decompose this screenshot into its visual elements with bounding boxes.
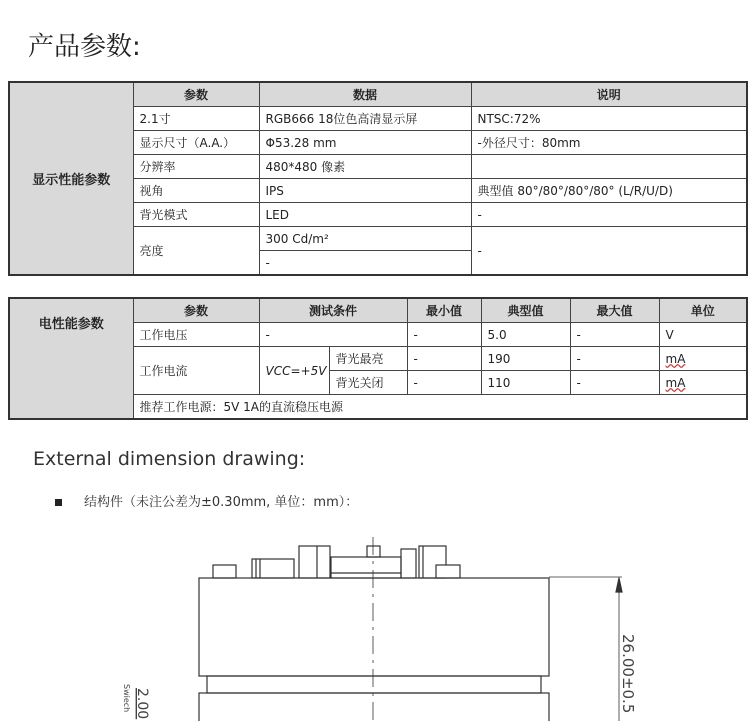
cond-cell: - — [259, 323, 407, 347]
param-cell: 背光模式 — [133, 203, 259, 227]
param-cell: 分辨率 — [133, 155, 259, 179]
header-cell: 典型值 — [481, 298, 570, 323]
data-cell: Φ53.28 mm — [259, 131, 471, 155]
component — [367, 546, 380, 557]
main-body — [199, 578, 549, 676]
max-cell: - — [570, 347, 659, 371]
neck — [207, 676, 541, 693]
param-cell: 2.1寸 — [133, 107, 259, 131]
unit-cell: mA — [659, 371, 747, 395]
component — [331, 557, 401, 578]
header-cell: 最大值 — [570, 298, 659, 323]
param-cell: 亮度 — [133, 227, 259, 276]
header-cell: 测试条件 — [259, 298, 407, 323]
bullet-text: 结构件（未注公差为±0.30mm, 单位：mm）： — [84, 495, 359, 510]
note-cell: - — [471, 203, 747, 227]
header-cell: 参数 — [133, 298, 259, 323]
param-cell: 工作电压 — [133, 323, 259, 347]
data-cell: - — [259, 251, 471, 276]
page-title: 产品参数: — [28, 32, 141, 62]
param-cell: 工作电流 — [133, 347, 259, 395]
subcond-cell: 背光最亮 — [329, 347, 407, 371]
data-cell: LED — [259, 203, 471, 227]
data-cell: IPS — [259, 179, 471, 203]
group-label: 电性能参数 — [9, 298, 133, 419]
header-cell: 单位 — [659, 298, 747, 323]
data-cell: 480*480 像素 — [259, 155, 471, 179]
subcond-cell: 背光关闭 — [329, 371, 407, 395]
unit-cell: mA — [659, 347, 747, 371]
header-cell: 最小值 — [407, 298, 481, 323]
arrow-up-icon — [616, 578, 622, 592]
note-cell: 推荐工作电源：5V 1A的直流稳压电源 — [133, 395, 747, 420]
header-cell: 说明 — [471, 82, 747, 107]
note-cell: -外径尺寸：80mm — [471, 131, 747, 155]
typ-cell: 110 — [481, 371, 570, 395]
unit-cell: V — [659, 323, 747, 347]
min-cell: - — [407, 347, 481, 371]
header-cell: 参数 — [133, 82, 259, 107]
height-dimension: 26.00±0.5 — [619, 634, 637, 714]
param-cell: 显示尺寸（A.A.） — [133, 131, 259, 155]
left-label: Swiech — [122, 684, 131, 713]
note-cell: 典型值 80°/80°/80°/80° (L/R/U/D) — [471, 179, 747, 203]
drawing-heading: External dimension drawing: — [33, 448, 306, 470]
component — [213, 565, 236, 578]
group-label: 显示性能参数 — [9, 82, 133, 275]
header-cell: 数据 — [259, 82, 471, 107]
max-cell: - — [570, 323, 659, 347]
max-cell: - — [570, 371, 659, 395]
param-cell: 视角 — [133, 179, 259, 203]
component — [252, 559, 294, 578]
note-cell: NTSC:72% — [471, 107, 747, 131]
typ-cell: 5.0 — [481, 323, 570, 347]
typ-cell: 190 — [481, 347, 570, 371]
component — [436, 565, 460, 578]
component — [401, 549, 416, 578]
note-cell: - — [471, 227, 747, 276]
cond-cell: VCC=+5V — [259, 347, 329, 395]
component — [299, 546, 330, 578]
min-cell: - — [407, 323, 481, 347]
data-cell: 300 Cd/m² — [259, 227, 471, 251]
left-dimension: 2.00 — [134, 688, 150, 720]
min-cell: - — [407, 371, 481, 395]
lower-body — [199, 693, 549, 721]
data-cell: RGB666 18位色高清显示屏 — [259, 107, 471, 131]
